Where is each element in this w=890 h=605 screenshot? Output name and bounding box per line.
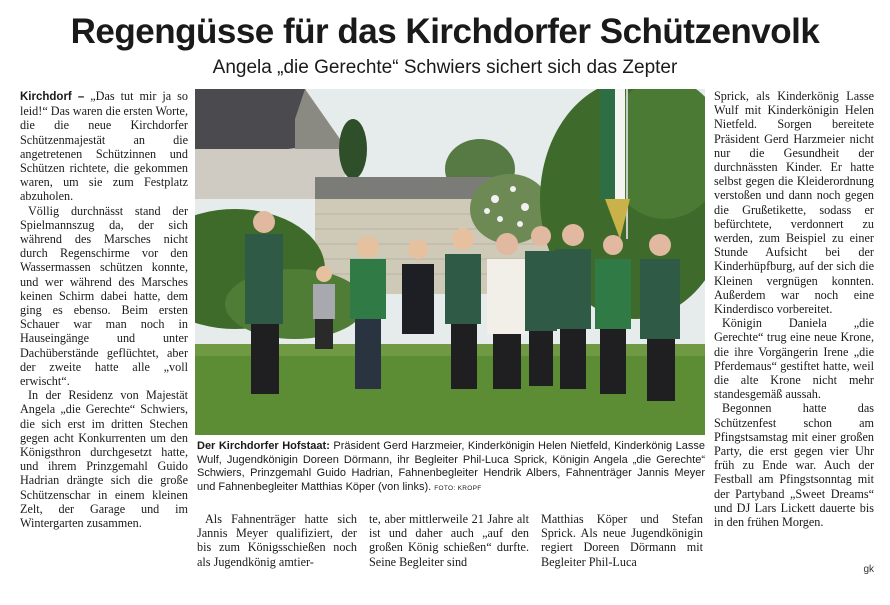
author-signature: gk <box>863 564 874 575</box>
paragraph: Als Fahnenträger hatte sich Jannis Meyer qualifiziert, der bis zum Königsschießen noch als Jugendkönig amtier- <box>197 512 357 569</box>
article-column-3 <box>369 512 529 582</box>
paragraph: Königin Daniela „die Gerechte“ trug eine neue Krone, die ihre Vorgängerin Irene „die Pferdemaus“ gestiftet hatte, weil die alte Krone nicht mehr standesgemäß aussah. <box>714 316 874 402</box>
subheadline: Angela „die Gerechte“ Schwiers sichert sich das Zepter <box>212 57 678 78</box>
article-column-1 <box>20 89 188 579</box>
paragraph: Begonnen hatte das Schützenfest schon am Pfingstsamstag mit einer großen Party, die erst gegen vier Uhr früh zu Ende war. Auch der Festball am Pfingstsonntag mit der Partyband „Sweet Dreams“ und DJ Lars Lickett dauerte bis in den frühen Morgen. <box>714 401 874 530</box>
paragraph: te, aber mittlerweile 21 Jahre alt ist und daher auch „auf den großen König schießen“ durfte. Seine Begleiter sind <box>369 512 529 569</box>
photo-credit: FOTO: KROPF <box>434 484 482 492</box>
article-column-5 <box>714 89 874 579</box>
paragraph: In der Residenz von Majestät Angela „die Gerechte“ Schwiers, die sich erst im dritten Stechen gegen acht Konkurrenten um den Königsthron durchgesetzt hatte, und ihrem Prinzgemahl Guido Hadrian drängte sich die große Schützenschar in einem kleinen Zelt, der Garage und im Wintergarten zusammen. <box>20 388 188 531</box>
paragraph-text: „Das tut mir ja so leid!“ Das waren die ersten Worte, die die neue Kirchdorfer Schützenmajestät an die angetretenen Schützinnen und Schützen richtete, die gekommen waren, um sie zum Festplatz abzuholen. <box>20 89 188 204</box>
caption-text: Präsident Gerd Harzmeier, Kinderkönigin Helen Nietfeld, Kinderkönig Lasse Wulf, Jugendkönigin Doreen Dörmann, ihr Begleiter Phil-Luca Sprick, Königin Angela „die Gerechte“ Schwiers, Prinzgemahl Guido Hadrian, Fahnenbegleiter Hendrik Albers, Fahnenträger Jannis Meyer und Fahnenbegleiter Matthias Köper (von links). <box>197 440 705 493</box>
paragraph: Sprick, als Kinderkönig Lasse Wulf mit Kinderkönigin Helen Nietfeld. Sorgen bereitete Präsident Gerd Harzmeier nicht nur die Gesundheit der durchnässten Kinder. Er hatte selbst gegen die Kleiderordnung verstoßen und dann noch gegen die Grußetikette, sodass er befürchtete, verdonnert zu werden, zum Beispiel zu einer Stunde Aufsicht bei der Kinderhüpfburg, auf der sich die Kleinen vergnügen konnten. Außerdem war noch eine Kinderdisco vorbereitet. <box>714 89 874 317</box>
headline: Regengüsse für das Kirchdorfer Schützenvolk <box>70 12 820 51</box>
dateline: Kirchdorf – <box>20 91 85 103</box>
caption-lead: Der Kirchdorfer Hofstaat: <box>197 440 330 452</box>
group-photo <box>195 89 705 435</box>
group-photo-illustration <box>195 89 705 435</box>
article-column-2 <box>197 512 357 582</box>
article-column-4 <box>541 512 703 582</box>
paragraph: Völlig durchnässt stand der Spielmannszug da, der sich während des Marsches nicht durch Regenschirme vor den Wassermassen schützen konnte, und wer während des Marsches keinen Schirm dabei hatte, dem ging es ebenso. Beim ersten Schauer war man noch in Hauseingänge und unter Dachüberstände geflüchtet, aber der zweite hatte alle „voll erwischt“. <box>20 203 188 389</box>
paragraph: Matthias Köper und Stefan Sprick. Als neue Jugendkönigin regiert Doreen Dörmann mit Begleiter Phil-Luca <box>541 512 703 569</box>
paragraph <box>20 89 188 204</box>
photo-caption <box>197 440 705 495</box>
